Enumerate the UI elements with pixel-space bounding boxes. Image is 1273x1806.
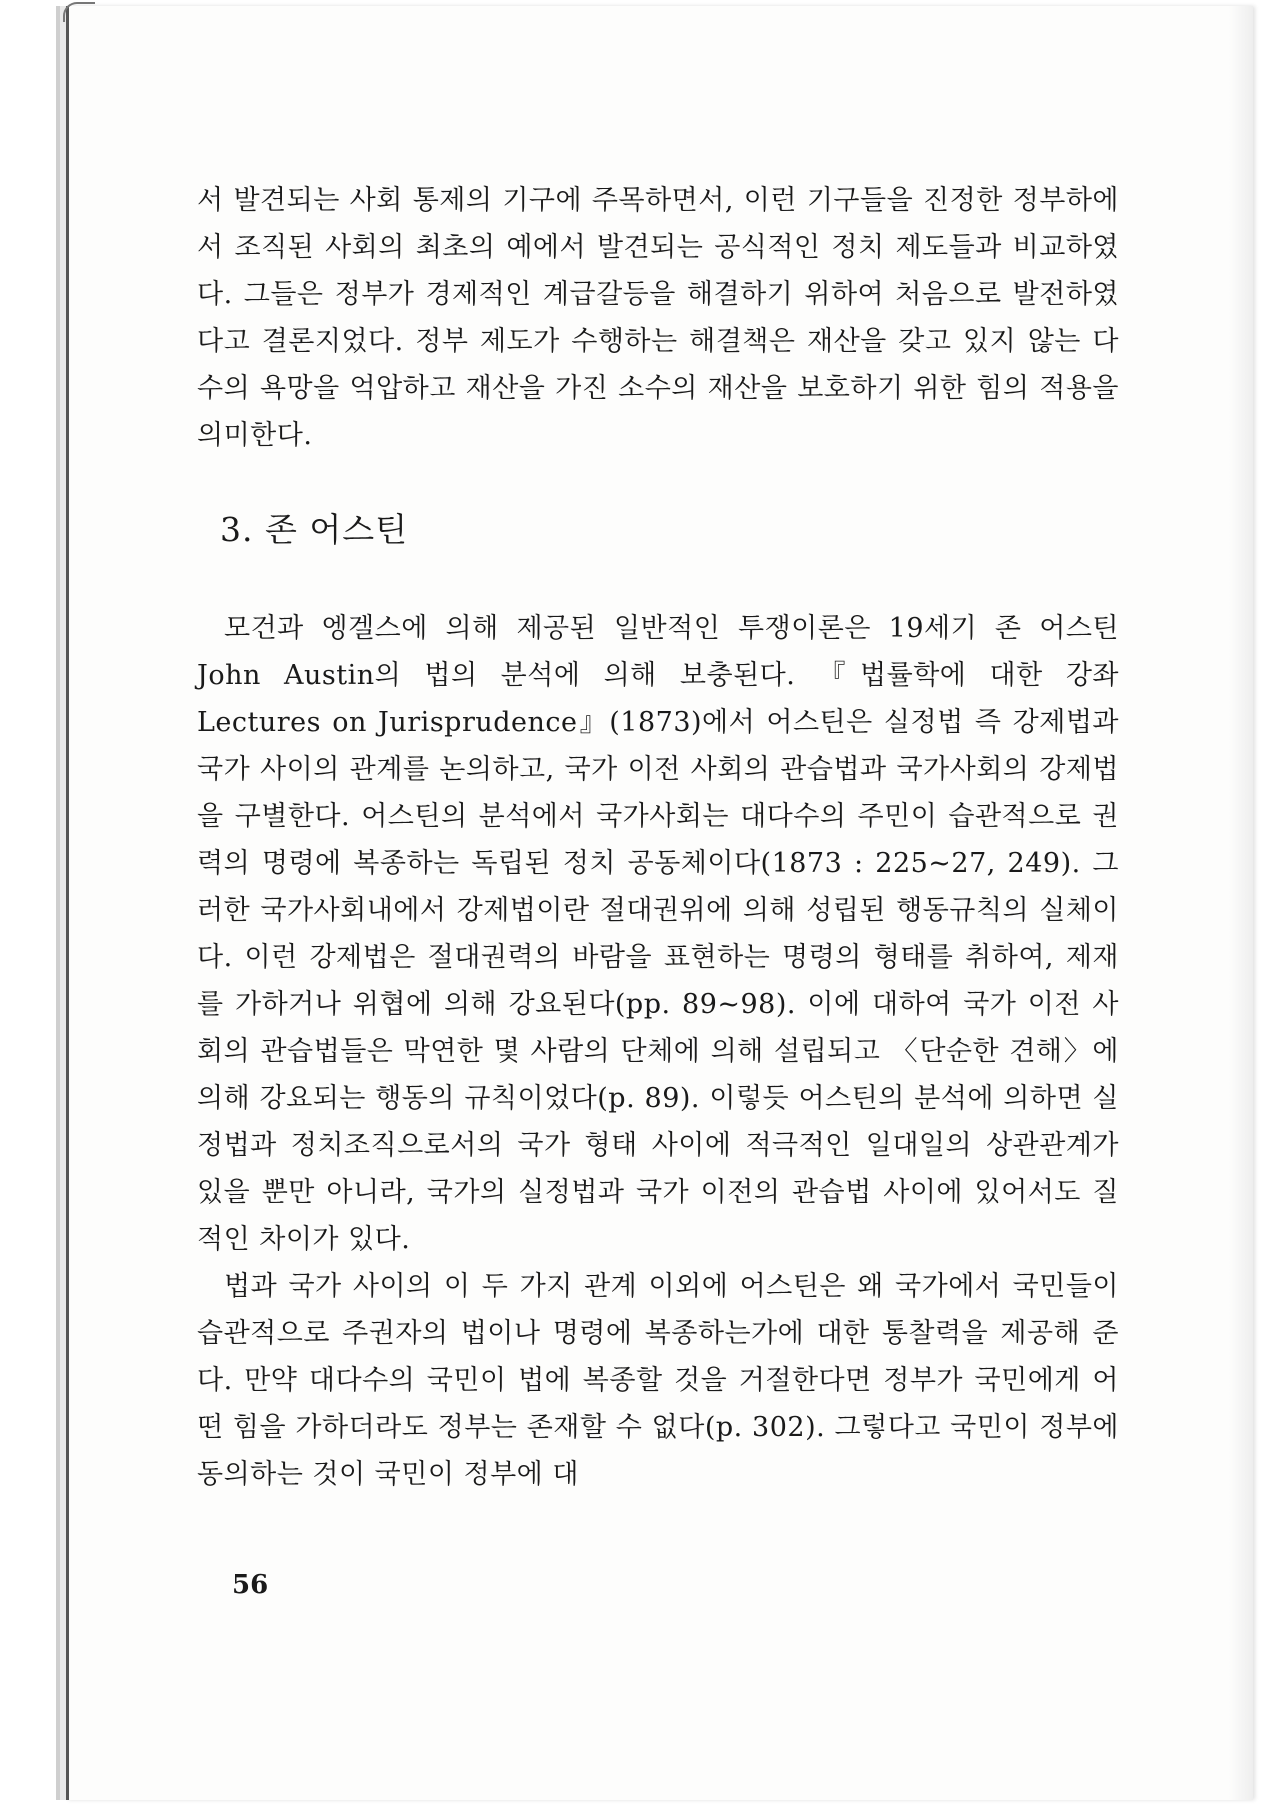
paragraph-text: 서 발견되는 사회 통제의 기구에 주목하면서, 이런 기구들을 진정한 정부하에서 조직된 사회의 최초의 예에서 발견되는 공식적인 정치 제도들과 비교하였다. 그들은 정부가 경제적인 계급갈등을 해결하기 위하여 처음으로 발전하였다고 결론지었다. 정부 제도가 수행하는 해결책은 재산을 갖고 있지 않는 다수의 욕망을 억압하고 재산을 가진 소수의 재산을 보호하기 위한 힘의 적용을 의미한다. — [197, 185, 1119, 451]
page-number: 56 — [232, 1570, 269, 1600]
section-heading: 3. 존 어스틴 — [220, 510, 408, 549]
page-curl — [63, 2, 95, 22]
page-edge-shadow — [1229, 6, 1253, 1800]
paragraph-text: 법과 국가 사이의 이 두 가지 관계 이외에 어스틴은 왜 국가에서 국민들이 습관적으로 주권자의 법이나 명령에 복종하는가에 대한 통찰력을 제공해 준다. 만약 대다수의 국민이 법에 복종할 것을 거절한다면 정부가 국민에게 어떤 힘을 가하더라도 정부는 존재할 수 없다(p. 302). 그렇다고 국민이 정부에 동의하는 것이 국민이 정부에 대 — [197, 1271, 1119, 1490]
paragraph-text: 모건과 엥겔스에 의해 제공된 일반적인 투쟁이론은 19세기 존 어스틴 John Austin의 법의 분석에 의해 보충된다. 『법률학에 대한 강좌 Lectures on Jurisprudence』(1873)에서 어스틴은 실정법 즉 강제법과 국가 사이의 관계를 논의하고, 국가 이전 사회의 관습법과 국가사회의 강제법을 구별한다. 어스틴의 분석에서 국가사회는 대다수의 주민이 습관적으로 권력의 명령에 복종하는 독립된 정치 공동체이다(1873 : 225~27, 249). 그러한 국가사회내에서 강제법이란 절대권위에 의해 성립된 행동규칙의 실체이다. 이런 강제법은 절대권력의 바람을 표현하는 명령의 형태를 취하여, 제재를 가하거나 위협에 의해 강요된다(pp. 89~98). 이에 대하여 국가 이전 사회의 관습법들은 막연한 몇 사람의 단체에 의해 설립되고 〈단순한 견해〉에 의해 강요되는 행동의 규칙이었다(p. 89). 이렇듯 어스틴의 분석에 의하면 실정법과 정치조직으로서의 국가 형태 사이에 적극적인 일대일의 상관관계가 있을 뿐만 아니라, 국가의 실정법과 국가 이전의 관습법 사이에 있어서도 질적인 차이가 있다. — [197, 613, 1119, 1255]
section-body — [197, 605, 1119, 1498]
continued-paragraph — [197, 177, 1119, 459]
